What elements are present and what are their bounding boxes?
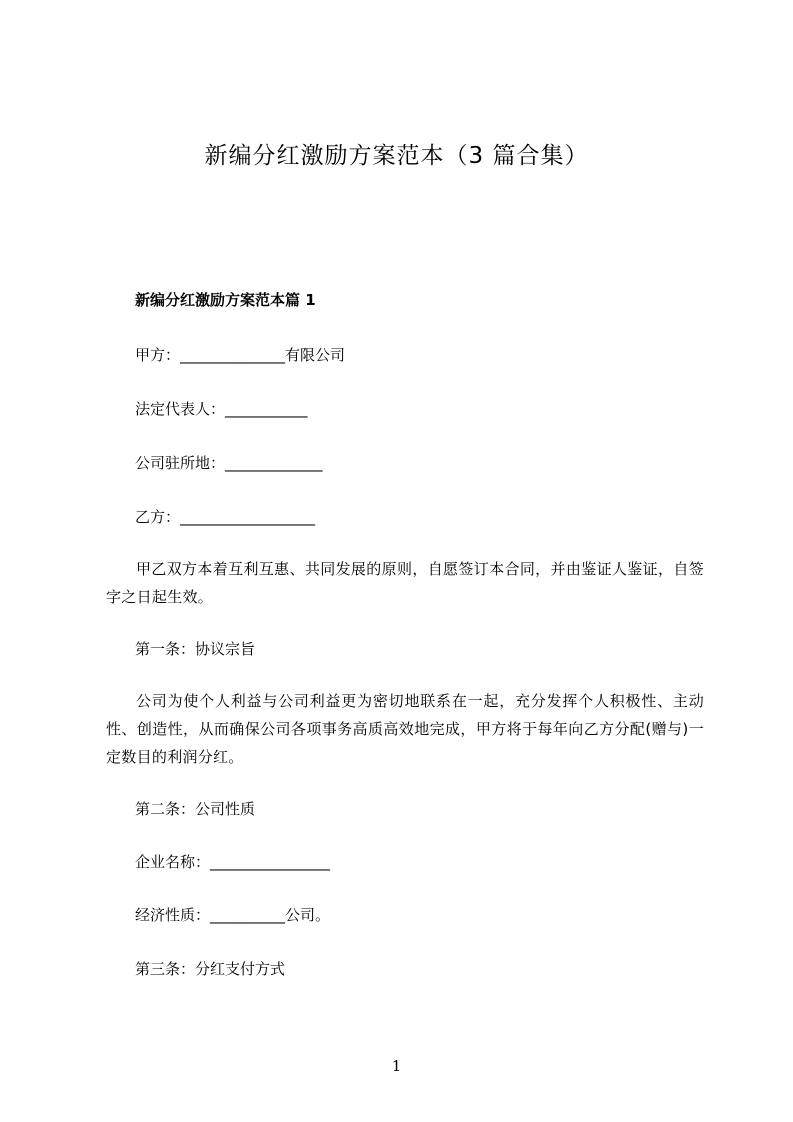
page-number: 1 xyxy=(391,1057,402,1075)
document-title: 新编分红激励方案范本（3 篇合集） xyxy=(204,143,589,169)
legal-representative-line: 法定代表人：___________ xyxy=(135,400,308,418)
company-name-line: 企业名称：________________ xyxy=(135,853,331,871)
article-3-title: 第三条：分红支付方式 xyxy=(135,960,286,978)
article-1-title: 第一条：协议宗旨 xyxy=(135,640,256,658)
party-b-line: 乙方：__________________ xyxy=(135,508,316,526)
article-2-title: 第二条：公司性质 xyxy=(135,800,256,818)
company-address-line: 公司驻所地：_____________ xyxy=(135,454,323,472)
section-heading: 新编分红激励方案范本篇 1 xyxy=(135,291,316,309)
article-1-paragraph: 公司为使个人利益与公司利益更为密切地联系在一起，充分发挥个人积极性、主动性、创造性，从而确保公司各项事务高质高效地完成，甲方将于每年向乙方分配(赠与)一定数目的利润分红。 xyxy=(106,692,704,766)
party-a-line: 甲方：______________有限公司 xyxy=(135,346,346,364)
intro-paragraph: 甲乙双方本着互利互惠、共同发展的原则，自愿签订本合同，并由鉴证人鉴证，自签字之日起生效。 xyxy=(106,560,704,606)
economic-nature-line: 经济性质：__________公司。 xyxy=(135,906,331,924)
